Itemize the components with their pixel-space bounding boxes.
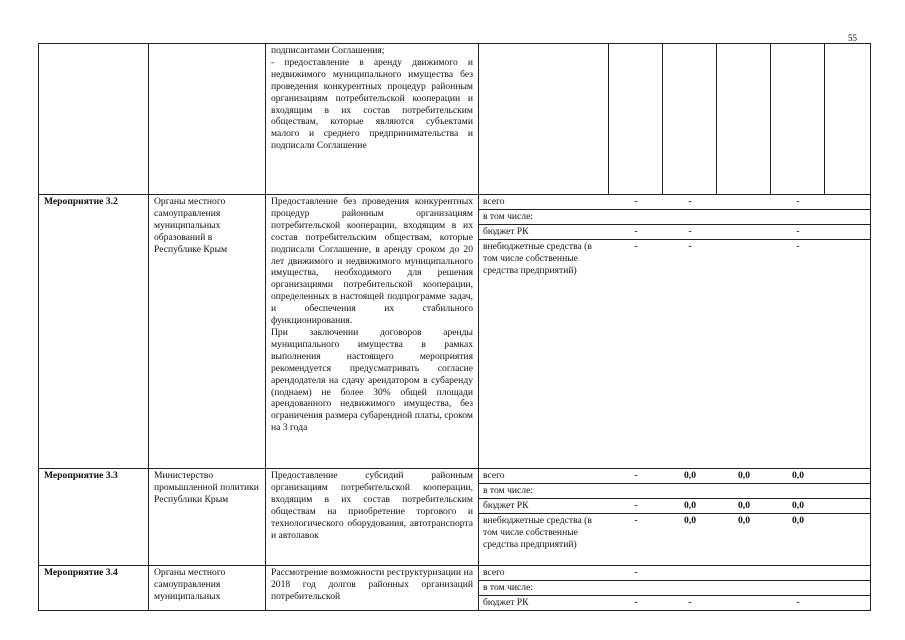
measure-label: Мероприятие 3.3 [39,469,149,566]
funding-row: внебюджетные средства (в том числе собственные средства предприятий) - - - [483,240,800,276]
funding-row: бюджет РК - - - [479,224,871,239]
measure-label: Мероприятие 3.4 [39,566,149,611]
continuation-text: подписантами Соглашения; - предоставление в аренду движимого и недвижимого муниципального имущества без проведения конкурентных процедур районным организациям потребительской кооперации и входящим в их состав потребительским обществам, которые являются субъектами малого и среднего предпринимательства и подписали Соглашение [266,44,479,195]
measure-description: Предоставление без проведения конкурентных процедур районным организациям потребительской кооперации, входящим в их состав потребительским обществам, которые подписали Соглашение, в аренду сроком до 20 лет движимого и недвижимого муниципального имущества, необходимого для решения организациями потребительской кооперации, определенных в настоящей подпрограмме задач, и обеспечения их стабильного функционирования. При заключении договоров аренды муниципального имущества в рамках выполнения настоящего мероприятия рекомендуется предусматривать согласие арендодателя на сдачу арендатором в субаренду (поднаем) не более 30% общей площади арендованного недвижимого имущества, без ограничения размера субарендной платы, сроком на 3 года [266,195,479,469]
measure-executor: Органы местного самоуправления муниципальных [149,566,266,611]
funding-row: бюджет РК - 0,0 0,0 0,0 [479,498,871,513]
label-cell [39,44,149,195]
measure-row [39,195,871,469]
measure-executor: Органы местного самоуправления муниципальных образований в Республике Крым [149,195,266,469]
funding-row: всего - 0,0 0,0 0,0 [479,469,871,483]
funding-row: в том числе: [479,580,871,595]
funding-table [479,566,871,610]
measure-executor: Министерство промышленной политики Республики Крым [149,469,266,566]
funding-row: всего - [479,566,871,580]
measure-description: Предоставление субсидий районным организациям потребительской кооперации, входящим в их состав потребительским обществам на приобретение торгового и технологического оборудования, автотранспорта и автолавок [266,469,479,566]
funding-row: всего - - - [479,195,871,209]
funding-block [479,469,871,566]
continuation-row [39,44,871,195]
funding-block [479,566,871,611]
funding-table [479,195,871,277]
program-table [38,43,871,611]
funding-block [479,195,871,469]
source-cell [479,44,609,195]
measure-row [39,566,871,611]
funding-row: в том числе: [479,483,871,498]
funding-table [479,469,871,551]
page-number: 55 [848,33,857,43]
funding-row: внебюджетные средства (в том числе собственные средства предприятий) - 0,0 0,0 0,0 [483,514,804,550]
funding-row: бюджет РК - - - [483,596,800,608]
measure-label: Мероприятие 3.2 [39,195,149,469]
funding-row: в том числе: [479,209,871,224]
executor-cell [149,44,266,195]
measure-row [39,469,871,566]
measure-description: Рассмотрение возможности реструктуризации на 2018 год долгов районных организаций потребительской [266,566,479,611]
